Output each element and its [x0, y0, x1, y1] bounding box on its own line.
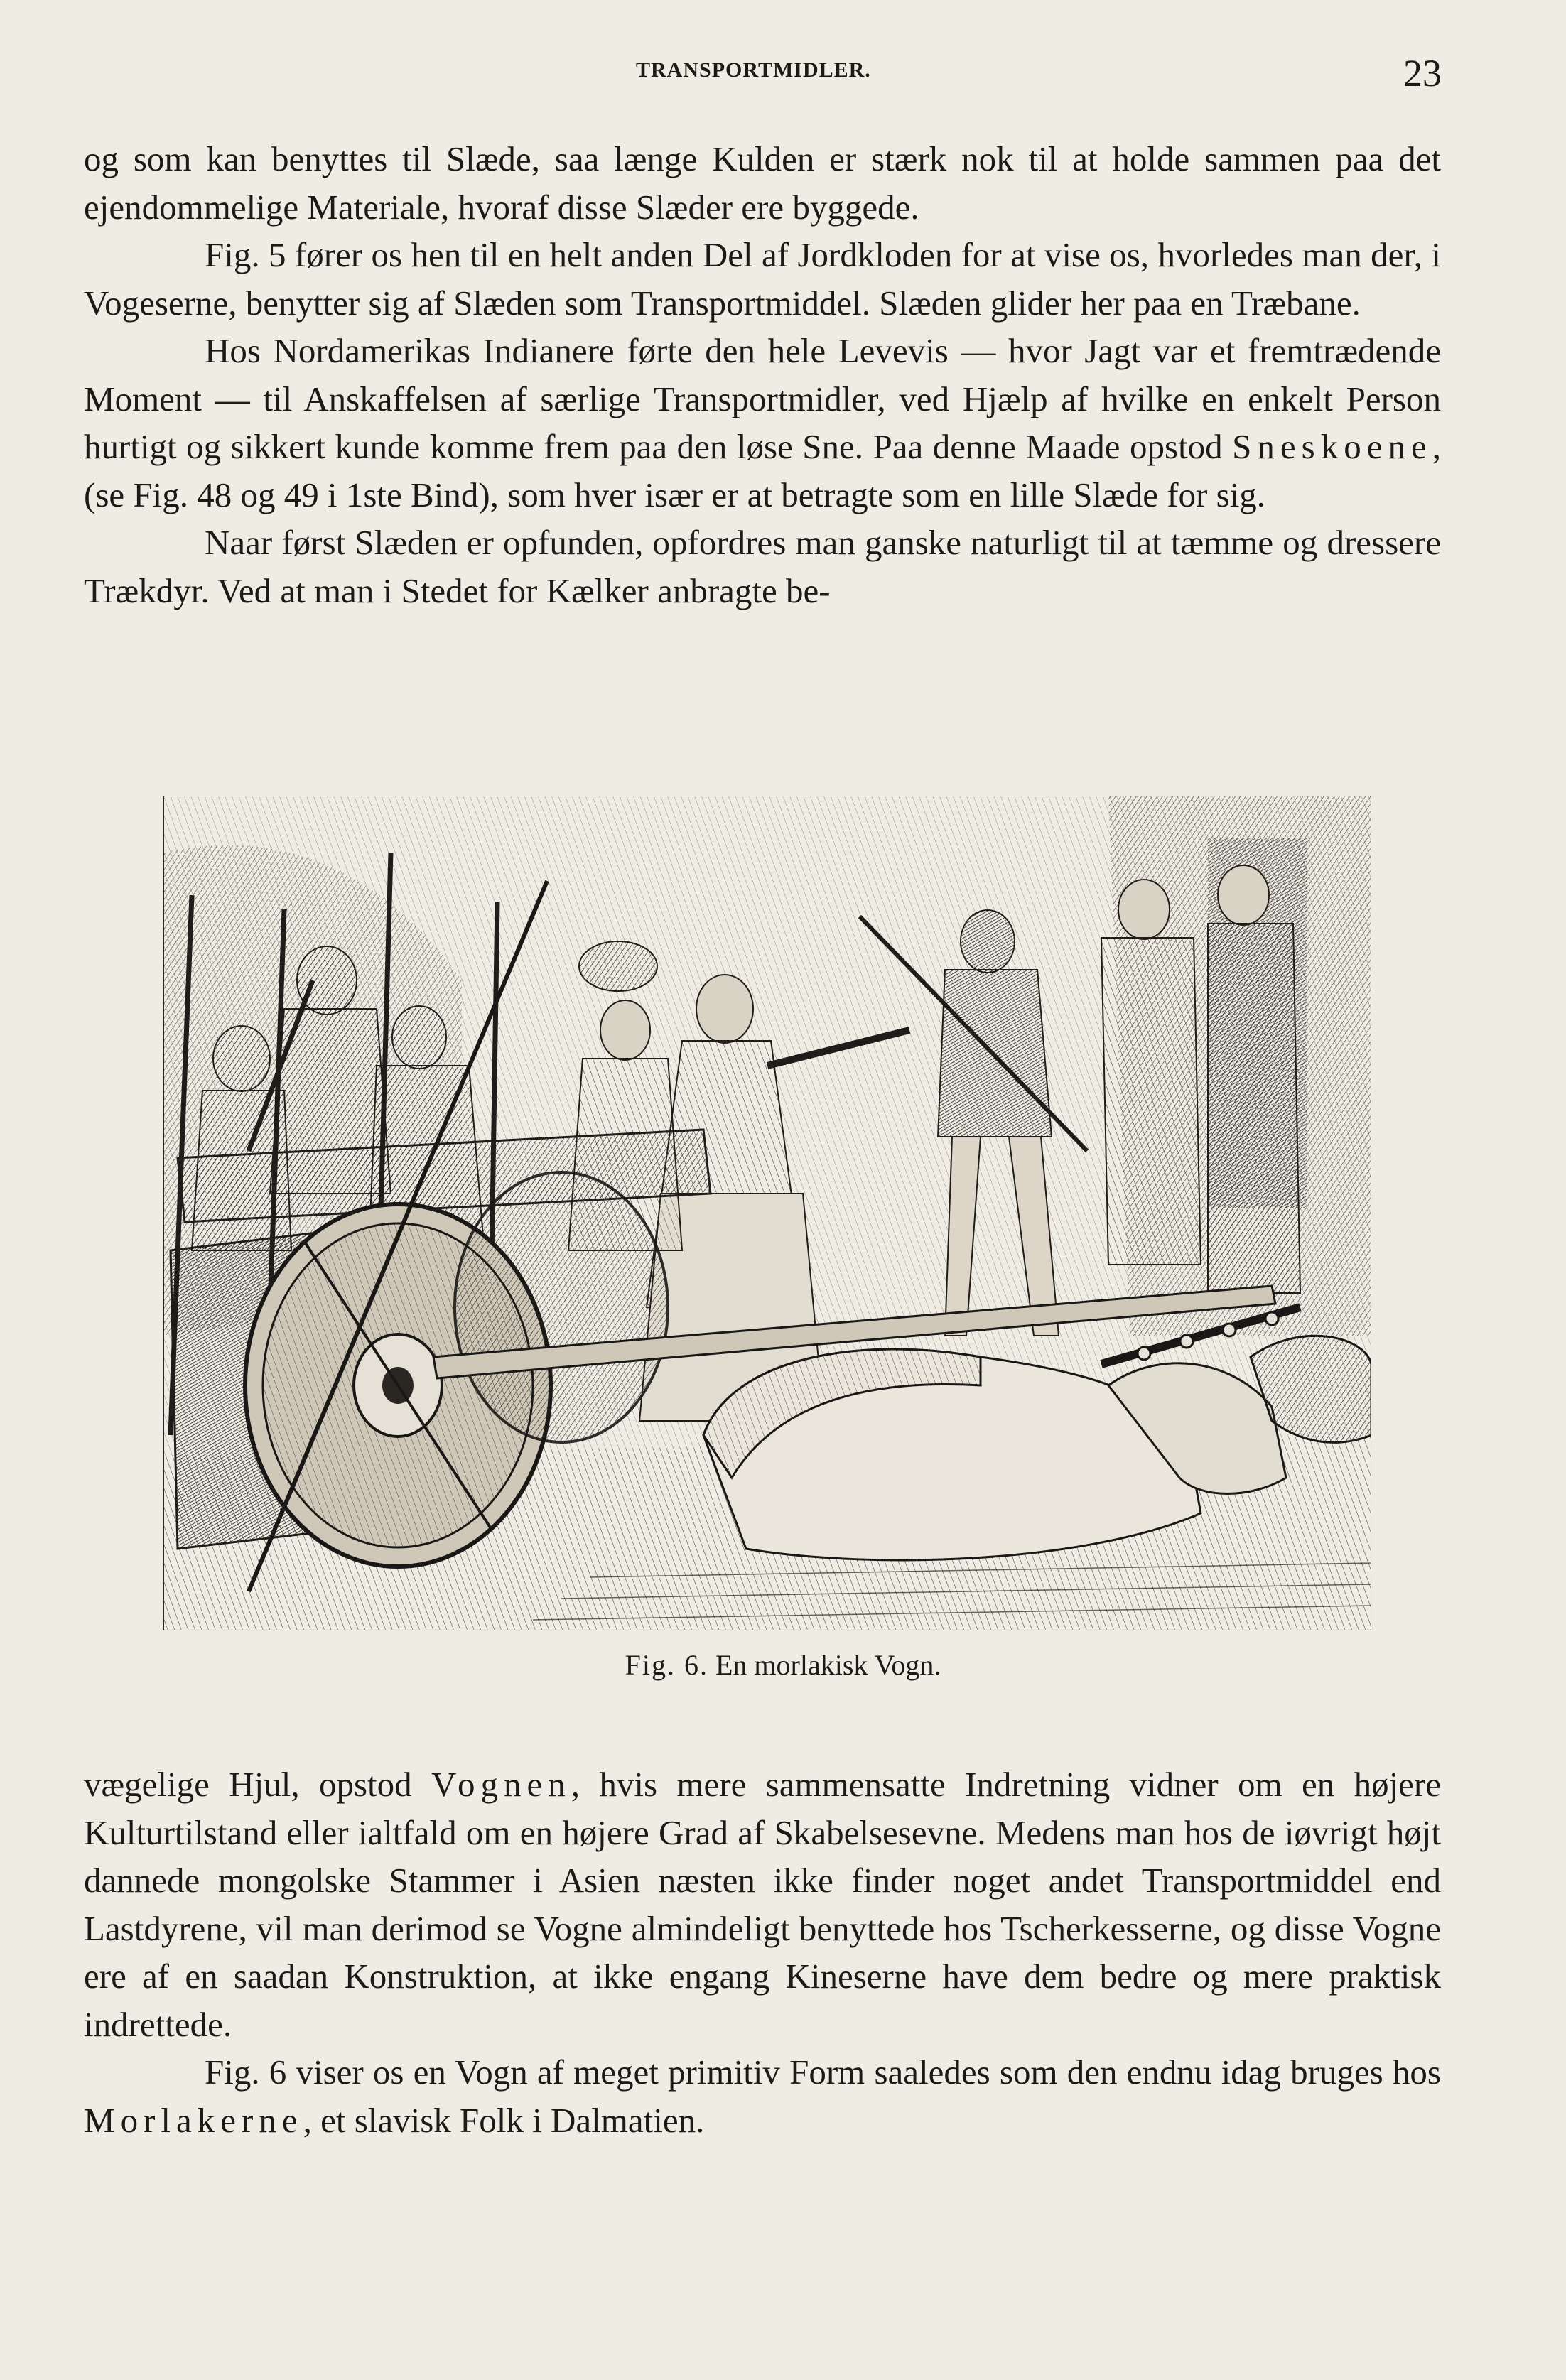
spaced-term: Sneskoene	[1232, 427, 1432, 466]
paragraph-text: , hvis mere sammensatte Indretning vidner om en højere Kulturtilstand eller ialtfald om en højere Grad af Skabelsesevne. Medens man hos de iøvrigt højt dannede mongolske Stammer i Asien næsten ikke finder noget andet Transportmiddel end Lastdyrene, vil man derimod se Vogne almindeligt benyttede hos Tscherkesserne, og disse Vogne ere af en saadan Konstruktion, at ikke engang Kineserne have dem bedre og mere praktisk indrettede.	[84, 1765, 1441, 2044]
spaced-term: Morlakerne	[84, 2100, 303, 2140]
running-head	[0, 51, 1566, 94]
paragraph: og som kan benyttes til Slæde, saa længe Kulden er stærk nok til at holde sammen paa det ejendommelige Materiale, hvoraf disse Slæder ere byggede.	[84, 139, 1441, 227]
running-title: TRANSPORTMIDLER.	[636, 58, 871, 82]
paragraph	[84, 327, 1441, 519]
paragraph-text: , (se Fig. 48 og 49 i 1ste Bind), som hver især er at betragte som en lille Slæde for sig.	[84, 427, 1441, 514]
paragraph-text: vægelige Hjul, opstod	[84, 1765, 431, 1804]
spaced-term: Vognen	[431, 1765, 571, 1804]
paragraph: Fig. 5 fører os hen til en helt anden Del af Jordkloden for at vise os, hvorledes man der, i Vogeserne, benytter sig af Slæden som Transportmiddel. Slæden glider her paa en Træbane.	[84, 235, 1441, 323]
paragraph-text: Fig. 6 viser os en Vogn af meget primitiv Form saaledes som den endnu idag bruges hos	[205, 2052, 1441, 2092]
figure-caption	[0, 1648, 1566, 1682]
paragraph	[84, 1760, 1441, 2048]
caption-text: En morlakisk Vogn.	[715, 1649, 941, 1681]
caption-label: Fig. 6.	[625, 1649, 708, 1681]
figure-engraving	[163, 796, 1371, 1630]
text-block-bottom	[84, 1760, 1441, 2144]
text-block-top	[84, 135, 1441, 615]
paragraph: Naar først Slæden er opfunden, opfordres man ganske naturligt til at tæmme og dressere Trækdyr. Ved at man i Stedet for Kælker anbragte be-	[84, 523, 1441, 610]
paragraph-text: Hos Nordamerikas Indianere førte den hele Levevis — hvor Jagt var et fremtrædende Moment — til Anskaffelsen af særlige Transportmidler, ved Hjælp af hvilke en enkelt Person hurtigt og sikkert kunde komme frem paa den løse Sne. Paa denne Maade opstod	[84, 331, 1441, 466]
paragraph-text: , et slavisk Folk i Dalmatien.	[303, 2100, 705, 2140]
page-number: 23	[1403, 52, 1442, 94]
engraving-illustration	[163, 796, 1371, 1630]
paragraph	[84, 2048, 1441, 2144]
